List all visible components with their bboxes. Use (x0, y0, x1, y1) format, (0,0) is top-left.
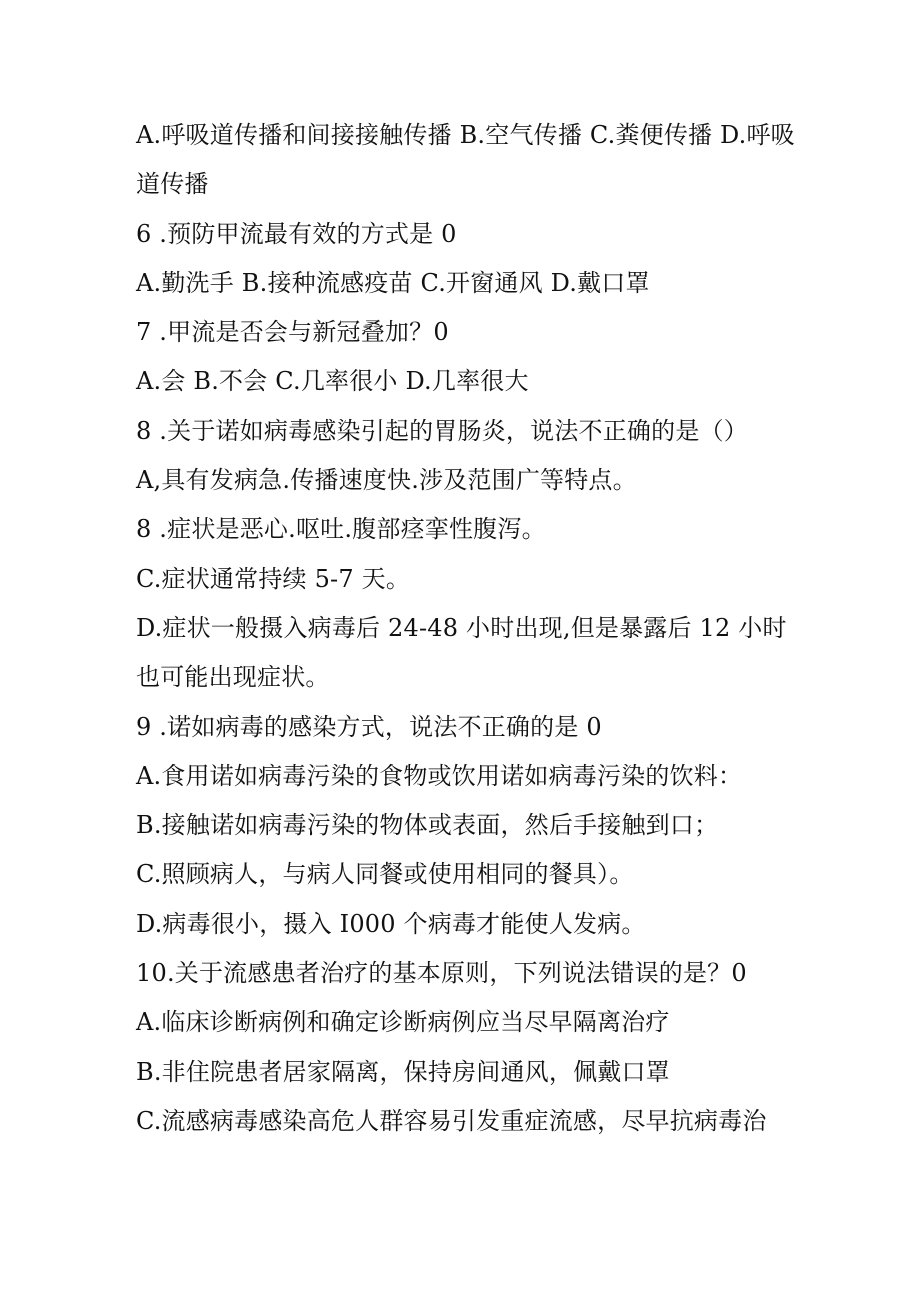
option-q8-a: A,具有发病急.传播速度快.涉及范围广等特点。 (136, 466, 637, 495)
option-q9-c: C.照顾病人，与病人同餐或使用相同的餐具）。 (136, 860, 634, 889)
option-q10-a: A.临床诊断病例和确定诊断病例应当尽早隔离治疗 (136, 1008, 670, 1037)
option-q10-c: C.流感病毒感染高危人群容易引发重症流感，尽早抗病毒治 (136, 1106, 767, 1135)
answer-options-q7: A.会 B.不会 C.几率很小 D.几率很大 (136, 367, 529, 396)
option-q8-c: C.症状通常持续 5-7 天。 (136, 564, 411, 593)
question-7: 7 .甲流是否会与新冠叠加？0 (136, 318, 449, 347)
option-q8-d-line-1: D.症状一般摄入病毒后 24-48 小时出现,但是暴露后 12 小时 (136, 613, 787, 642)
answer-options-q6: A.勤洗手 B.接种流感疫苗 C.开窗通风 D.戴口罩 (136, 268, 650, 297)
option-q9-d: D.病毒很小，摄入 I000 个病毒才能使人发病。 (136, 909, 646, 938)
question-8: 8 .关于诺如病毒感染引起的胃肠炎，说法不正确的是（） (136, 416, 748, 445)
question-6: 6 .预防甲流最有效的方式是 0 (136, 219, 457, 248)
answer-options-q5-line-2: 道传播 (136, 170, 209, 199)
option-q8-b: 8 .症状是恶心.呕吐.腹部痉挛性腹泻。 (136, 515, 546, 544)
answer-options-q5-line-1: A.呼吸道传播和间接接触传播 B.空气传播 C.粪便传播 D.呼吸 (136, 121, 795, 149)
option-q9-a: A.食用诺如病毒污染的食物或饮用诺如病毒污染的饮料： (136, 761, 743, 790)
question-10: 10.关于流感患者治疗的基本原则，下列说法错误的是？0 (136, 959, 747, 988)
question-9: 9 .诺如病毒的感染方式，说法不正确的是 0 (136, 712, 602, 741)
document-body (136, 111, 816, 1146)
option-q9-b: B.接触诺如病毒污染的物体或表面，然后手接触到口； (136, 811, 719, 840)
option-q10-b: B.非住院患者居家隔离，保持房间通风，佩戴口罩 (136, 1057, 670, 1086)
option-q8-d-line-2: 也可能出现症状。 (136, 663, 330, 692)
